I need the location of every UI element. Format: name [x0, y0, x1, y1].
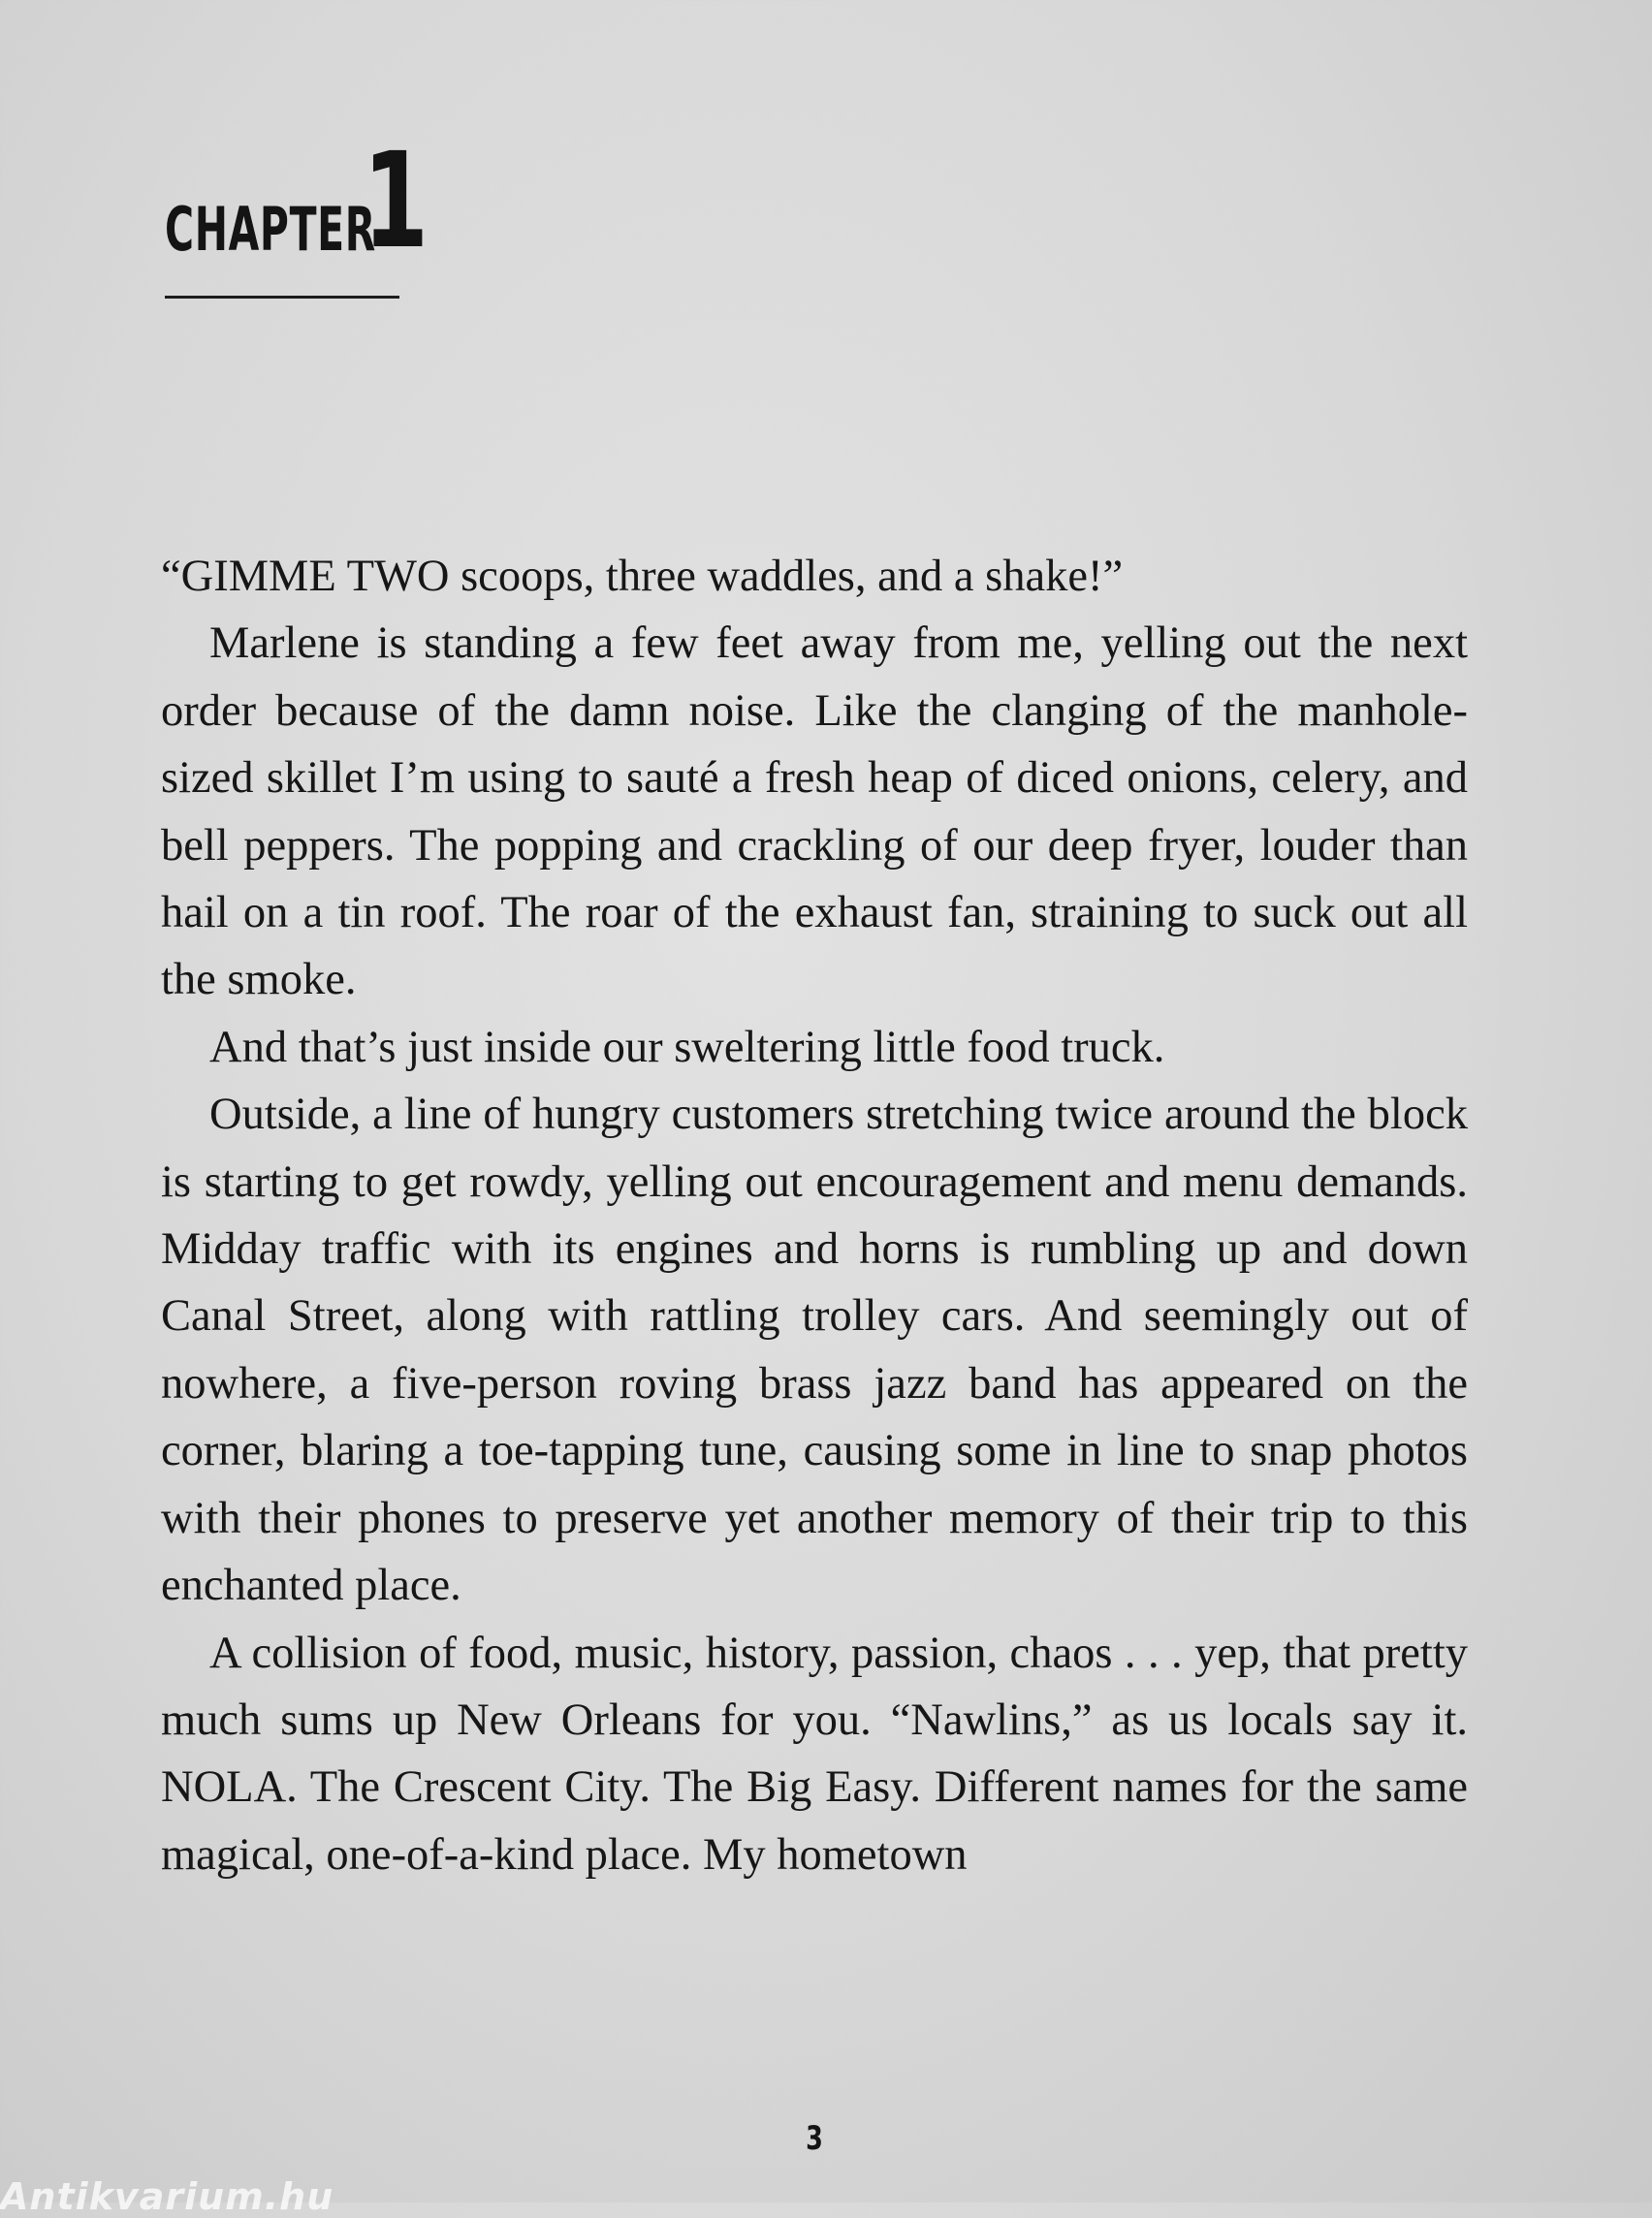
paragraph-3: And that’s just inside our sweltering little food truck. — [209, 1022, 1165, 1072]
paragraph-2: Marlene is standing a few feet away from me, yelling out the next order because of the damn noise. Like the clanging of the manhole-sized skillet I’m using to sauté a fresh heap of diced onions, celery, and bell peppers. The popping and crackling of our deep fryer, louder than hail on a tin roof. The roar of the exhaust fan, straining to suck out all the smoke. — [161, 618, 1468, 1005]
paragraph-5: A collision of food, music, history, passion, chaos . . . yep, that pretty much sums up New Orleans for you. “Nawlins,” as us locals say it. NOLA. The Crescent City. The Big Easy. Different names for the same magical, one-of-a-kind place. My hometown — [161, 1628, 1468, 1880]
chapter-number: 1 — [363, 125, 429, 278]
page-number: 3 — [806, 2119, 823, 2158]
body-text — [161, 543, 1468, 1888]
paragraph-4: Outside, a line of hungry customers stretching twice around the block is starting to get rowdy, yelling out encouragement and menu demands. Midday traffic with its engines and horns is rumbling up and down Canal Street, along with rattling trolley cars. And seemingly out of nowhere, a five-person roving brass jazz band has appeared on the corner, blaring a toe-tapping tune, causing some in line to snap photos with their phones to preserve yet another memory of their trip to this enchanted place. — [161, 1090, 1468, 1611]
watermark: Antikvarium.hu — [0, 2175, 334, 2218]
chapter-label: CHAPTER — [165, 194, 376, 265]
chapter-underline — [165, 296, 399, 299]
chapter-heading — [165, 125, 429, 301]
paragraph-1: “GIMME TWO scoops, three waddles, and a shake!” — [161, 552, 1124, 601]
